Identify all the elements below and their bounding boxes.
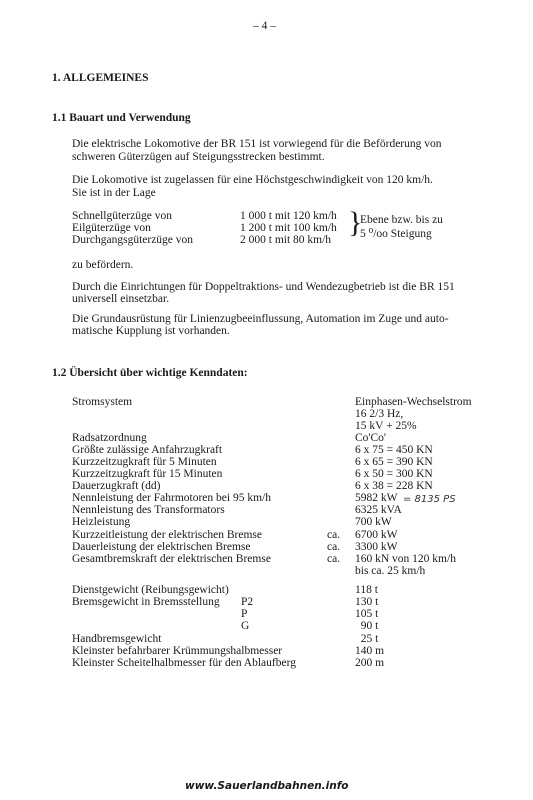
section-heading-kenndaten: 1.2 Übersicht über wichtige Kenndaten: (52, 367, 248, 379)
brake-setting: P (241, 608, 248, 620)
spec-value: 140 m (355, 645, 385, 657)
train-type-value: 1 000 t mit 120 km/h (240, 210, 337, 222)
spec-label: Stromsystem (72, 396, 133, 408)
spec-value: 6325 kVA (355, 504, 402, 516)
spec-value: 6 x 65 = 390 KN (355, 456, 433, 468)
paragraph-line: matische Kupplung ist vorhanden. (72, 325, 230, 337)
spec-approx: ca. (327, 541, 341, 553)
footer-website: www.Sauerlandbahnen.info (185, 780, 349, 792)
spec-value: Co'Co' (355, 432, 386, 444)
handwritten-note: = 8135 PS (403, 494, 456, 505)
train-type-value: 2 000 t mit 80 km/h (240, 234, 332, 246)
train-type-label: Schnellgüterzüge von (72, 210, 172, 222)
spec-label: Dienstgewicht (Reibungsgewicht) (72, 584, 229, 596)
page-number: – 4 – (253, 20, 276, 32)
spec-label: Kurzzeitzugkraft für 15 Minuten (72, 468, 223, 480)
spec-label: Kleinster Scheitelhalbmesser für den Ablaufberg (72, 657, 296, 669)
spec-label: Kurzzeitzugkraft für 5 Minuten (72, 456, 217, 468)
spec-label: Heizleistung (72, 516, 131, 528)
brake-setting: P2 (241, 596, 254, 608)
paragraph-line: schweren Güterzügen auf Steigungsstrecken bestimmt. (72, 151, 325, 163)
spec-value: 3300 kW (355, 541, 398, 553)
spec-approx: ca. (327, 529, 341, 541)
train-type-label: Eilgüterzüge von (72, 222, 151, 234)
spec-value: 118 t (355, 584, 378, 596)
spec-value: 200 m (355, 657, 385, 669)
brace-symbol: } (348, 206, 363, 239)
paragraph-line: universell einsetzbar. (72, 293, 170, 305)
spec-value: 16 2/3 Hz, (355, 408, 404, 420)
spec-value: Einphasen-Wechselstrom (355, 396, 472, 408)
paragraph-line: Die Lokomotive ist zugelassen für eine Höchstgeschwindigkeit von 120 km/h. (72, 174, 433, 186)
spec-value: 130 t (355, 596, 379, 608)
spec-label: Radsatzordnung (72, 432, 147, 444)
spec-label: Bremsgewicht in Bremsstellung (72, 596, 220, 608)
section-heading-bauart: 1.1 Bauart und Verwendung (52, 112, 191, 124)
spec-approx: ca. (327, 553, 341, 565)
spec-value: 6 x 38 = 228 KN (355, 480, 433, 492)
train-type-value: 1 200 t mit 100 km/h (240, 222, 337, 234)
paragraph-line: Sie ist in der Lage (72, 187, 156, 199)
spec-label: Handbremsgewicht (72, 633, 162, 645)
spec-label: Nennleistung der Fahrmotoren bei 95 km/h (72, 492, 271, 504)
spec-value: 6700 kW (355, 529, 398, 541)
spec-label: Kleinster befahrbarer Krümmungshalbmesser (72, 645, 283, 657)
spec-label: Dauerleistung der elektrischen Bremse (72, 541, 251, 553)
spec-label: Gesamtbremskraft der elektrischen Bremse (72, 553, 271, 565)
paragraph-line: Durch die Einrichtungen für Doppeltraktions- und Wendezugbetrieb ist die BR 151 (72, 281, 455, 293)
spec-label: Nennleistung des Transformators (72, 504, 225, 516)
spec-value: 105 t (355, 608, 379, 620)
spec-label: Dauerzugkraft (dd) (72, 480, 161, 492)
spec-value: 5982 kW (355, 492, 398, 504)
paragraph-line: Die elektrische Lokomotive der BR 151 ist vorwiegend für die Beförderung von (72, 138, 442, 150)
brace-note-line: Ebene bzw. bis zu (360, 214, 443, 226)
spec-value: bis ca. 25 km/h (355, 565, 426, 577)
spec-value: 700 kW (355, 516, 392, 528)
section-heading-allgemeines: 1. ALLGEMEINES (52, 72, 149, 84)
spec-label: Größte zulässige Anfahrzugkraft (72, 444, 223, 456)
brace-note-line: 5 ⁰/oo Steigung (360, 228, 432, 240)
paragraph-line: Die Grundausrüstung für Linienzugbeeinflussung, Automation im Zuge und auto- (72, 313, 449, 325)
paragraph-line: zu befördern. (72, 259, 134, 271)
spec-value: 6 x 75 = 450 KN (355, 444, 433, 456)
spec-value: 25 t (355, 633, 379, 645)
spec-label: Kurzzeitleistung der elektrischen Bremse (72, 529, 262, 541)
train-type-label: Durchgangsgüterzüge von (72, 234, 194, 246)
spec-value: 15 kV + 25% (355, 420, 417, 432)
spec-value: 6 x 50 = 300 KN (355, 468, 433, 480)
brake-setting: G (241, 620, 250, 632)
spec-value: 90 t (355, 620, 379, 632)
spec-value: 160 kN von 120 km/h (355, 553, 456, 565)
